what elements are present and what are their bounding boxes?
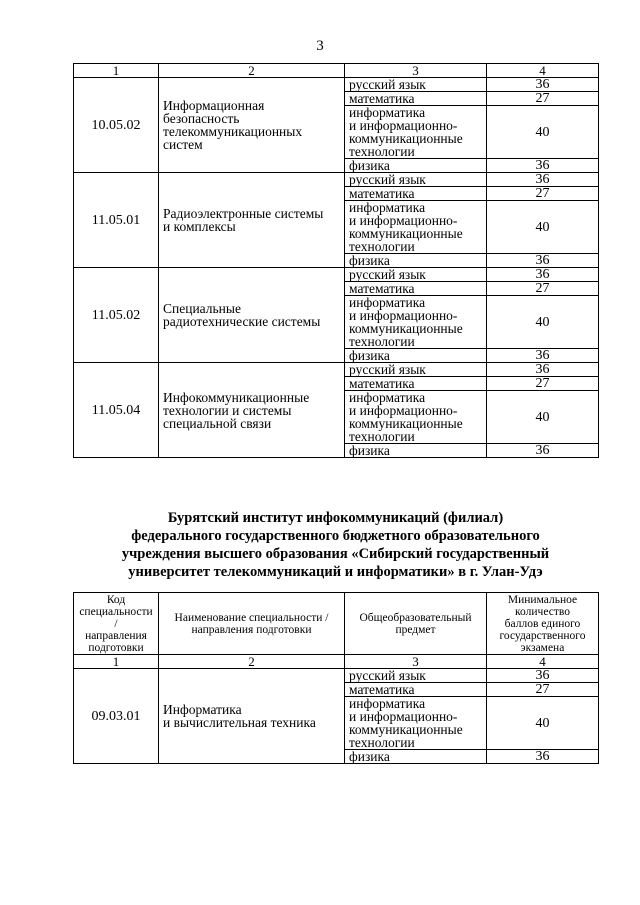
min-score: 36 — [487, 363, 599, 377]
institute-heading: Бурятский институт инфокоммуникаций (филиал) федерального государственного бюджетного образовательного учреждения высшего образования «Сибирский государственный университет телекоммуникаций и информатики» в г. Улан-Удэ — [121, 510, 550, 580]
min-score: 27 — [487, 683, 599, 697]
table-row — [74, 363, 599, 377]
subject-name: физика — [345, 349, 487, 363]
min-score: 27 — [487, 187, 599, 201]
column-number: 2 — [159, 64, 345, 78]
subject-name: физика — [345, 750, 487, 764]
table-1-body — [74, 64, 599, 458]
subject-name: информатика и информационно- коммуникационные технологии — [345, 697, 487, 750]
min-score: 40 — [487, 697, 599, 750]
subject-name: русский язык — [345, 78, 487, 92]
min-score: 36 — [487, 78, 599, 92]
specialty-name: Специальные радиотехнические системы — [159, 268, 345, 363]
subject-name: математика — [345, 683, 487, 697]
specialty-name: Инфокоммуникационные технологии и системы специальной связи — [159, 363, 345, 458]
min-score: 27 — [487, 377, 599, 391]
subject-name: русский язык — [345, 363, 487, 377]
table-row — [74, 78, 599, 92]
admission-scores-table-1 — [73, 63, 599, 458]
subject-name: информатика и информационно- коммуникационные технологии — [345, 201, 487, 254]
column-number: 1 — [74, 655, 159, 669]
min-score: 40 — [487, 106, 599, 159]
subject-name: русский язык — [345, 173, 487, 187]
specialty-code: 11.05.01 — [74, 173, 159, 268]
min-score: 36 — [487, 268, 599, 282]
subject-name: физика — [345, 159, 487, 173]
specialty-name: Информационная безопасность телекоммуникационных систем — [159, 78, 345, 173]
min-score: 36 — [487, 669, 599, 683]
subject-name: русский язык — [345, 268, 487, 282]
subject-name: математика — [345, 92, 487, 106]
column-number: 3 — [345, 655, 487, 669]
specialty-code: 11.05.02 — [74, 268, 159, 363]
min-score: 36 — [487, 444, 599, 458]
subject-name: информатика и информационно- коммуникационные технологии — [345, 296, 487, 349]
min-score: 40 — [487, 296, 599, 349]
header-subject: Общеобразовательный предмет — [345, 593, 487, 655]
column-number: 1 — [74, 64, 159, 78]
specialty-code: 11.05.04 — [74, 363, 159, 458]
column-number-row — [74, 64, 599, 78]
page-number: 3 — [316, 38, 324, 54]
min-score: 40 — [487, 391, 599, 444]
subject-name: математика — [345, 282, 487, 296]
table-row — [74, 669, 599, 683]
table-row — [74, 268, 599, 282]
admission-scores-table-2 — [73, 592, 599, 764]
table-header-row — [74, 593, 599, 655]
specialty-code: 09.03.01 — [74, 669, 159, 764]
min-score: 36 — [487, 349, 599, 363]
min-score: 27 — [487, 282, 599, 296]
specialty-name: Информатика и вычислительная техника — [159, 669, 345, 764]
min-score: 36 — [487, 173, 599, 187]
specialty-code: 10.05.02 — [74, 78, 159, 173]
column-number: 2 — [159, 655, 345, 669]
min-score: 36 — [487, 254, 599, 268]
subject-name: физика — [345, 254, 487, 268]
subject-name: математика — [345, 377, 487, 391]
table-2-body — [74, 593, 599, 764]
min-score: 36 — [487, 159, 599, 173]
subject-name: информатика и информационно- коммуникационные технологии — [345, 391, 487, 444]
min-score: 40 — [487, 201, 599, 254]
min-score: 27 — [487, 92, 599, 106]
subject-name: физика — [345, 444, 487, 458]
min-score: 36 — [487, 750, 599, 764]
column-number: 4 — [487, 655, 599, 669]
column-number-row — [74, 655, 599, 669]
header-code: Код специальности / направления подготовки — [74, 593, 159, 655]
column-number: 4 — [487, 64, 599, 78]
specialty-name: Радиоэлектронные системы и комплексы — [159, 173, 345, 268]
header-name: Наименование специальности / направления подготовки — [159, 593, 345, 655]
subject-name: русский язык — [345, 669, 487, 683]
column-number: 3 — [345, 64, 487, 78]
header-min-score: Минимальное количество баллов единого государственного экзамена — [487, 593, 599, 655]
subject-name: информатика и информационно- коммуникационные технологии — [345, 106, 487, 159]
subject-name: математика — [345, 187, 487, 201]
table-row — [74, 173, 599, 187]
